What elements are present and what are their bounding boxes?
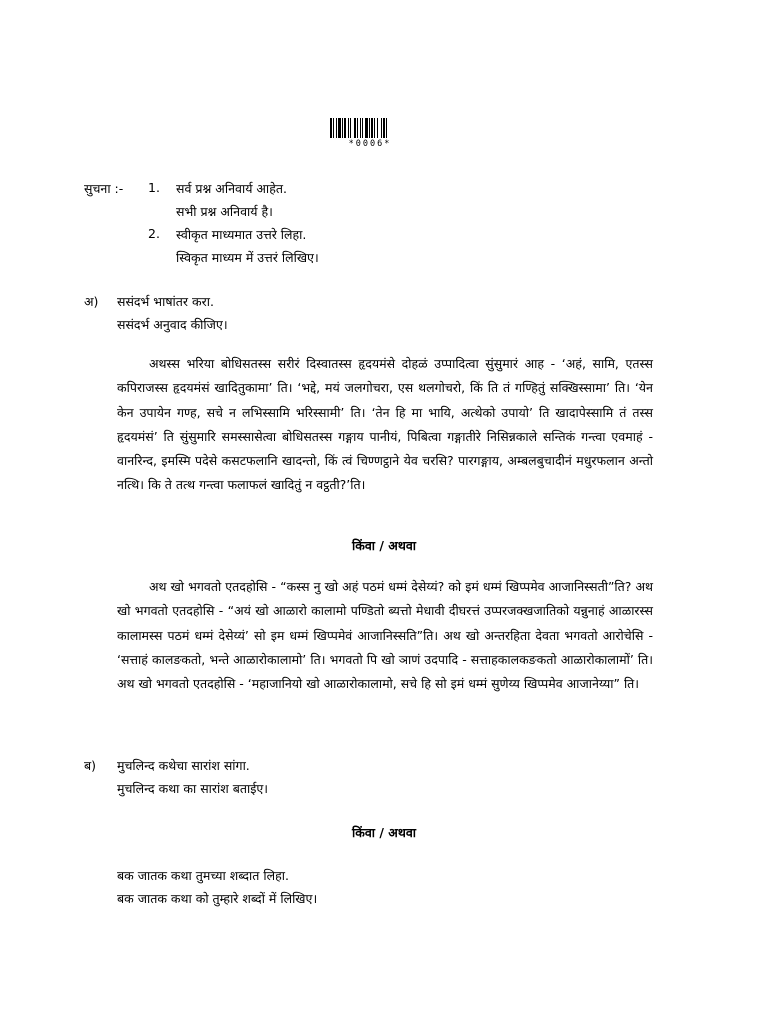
- passage-1: [117, 352, 653, 498]
- barcode-bar: [365, 118, 368, 138]
- barcode-bar: [362, 118, 363, 138]
- barcode-bar: [338, 118, 341, 138]
- or-label-b: किंवा / अथवा: [351, 825, 417, 840]
- section-a-title-marathi: ससंदर्भ भाषांतर करा.: [117, 294, 214, 309]
- barcode-bar: [330, 118, 332, 138]
- instruction-1-hindi: सभी प्रश्न अनिवार्य है।: [176, 204, 273, 219]
- instruction-2-marathi: स्वीकृत माध्यमात उत्तरे लिहा.: [176, 227, 307, 242]
- barcode-bar: [344, 118, 346, 138]
- barcode-bar: [377, 118, 378, 138]
- or-label-a: किंवा / अथवा: [351, 538, 417, 553]
- passage-2: [117, 575, 653, 696]
- barcode-bar: [336, 118, 337, 138]
- barcode-bar: [350, 118, 351, 138]
- section-b-alt-marathi: बक जातक कथा तुमच्या शब्दात लिहा.: [117, 868, 289, 883]
- barcode-text: *0006*: [348, 139, 392, 149]
- section-b-title-marathi: मुचलिन्द कथेचा सारांश सांगा.: [117, 758, 250, 773]
- barcode-bar: [369, 118, 370, 138]
- passage-1-text: अथस्स भरिया बोधिसतस्स सरीरं दिस्वातस्स हृदयमंसे दोहळं उप्पादित्वा सुंसुमारं आह - ‘अहं, सामि, एतस्स कपिराजस्स हृदयमंसं खादितुकामा’ ति। ‘भद्दे, मयं जलगोचरा, एस थलगोचरो, किं ति तं गण्हितुं सक्खिस्सामा’ ति। ‘येन केन उपायेन गण्ह, सचे न लभिस्सामि भरिस्सामी’ ति। ‘तेन हि मा भायि, अत्थेको उपायो’ ति खादापेस्सामि तं तस्स हृदयमंसं’ ति सुंसुमारि समस्सासेत्वा बोधिसतस्स गङ्गाय पानीयं, पिबित्वा गङ्गातीरे निसिन्नकाले सन्तिकं गन्त्वा एवमाहं - वानरिन्द, इमस्मि पदेसे कसटफलानि खादन्तो, किं त्वं चिण्णट्ठाने येव चरसि? पारगङ्गाय, अम्बलबुचादीनं मधुरफलान अन्तो नत्थि। कि ते तत्थ गन्त्वा फलाफलं खादितुं न वट्ठती?’ति।: [117, 356, 653, 493]
- barcode-bar: [360, 118, 361, 138]
- instruction-1-marathi: सर्व प्रश्न अनिवार्य आहेत.: [176, 181, 287, 196]
- section-b-alt-hindi: बक जातक कथा को तुम्हारे शब्दों में लिखिए।: [117, 891, 318, 906]
- barcode-bar: [354, 118, 356, 138]
- barcode-bar: [374, 118, 375, 138]
- instruction-2-hindi: स्विकृत माध्यम में उत्तरं लिखिए।: [176, 250, 319, 265]
- barcode-bar: [386, 118, 387, 138]
- instructions-label: सुचना :-: [84, 181, 124, 196]
- barcode-bar: [371, 118, 373, 138]
- section-b-title-hindi: मुचलिन्द कथा का सारांश बताईए।: [117, 781, 269, 796]
- passage-2-text: अथ खो भगवतो एतदहोसि - “कस्स नु खो अहं पठमं धम्मं देसेय्यं? को इमं धम्मं खिप्पमेव आजानिस्सती”ति? अथ खो भगवतो एतदहोसि - “अयं खो आळारो कालामो पण्डितो ब्यत्तो मेधावी दीघरत्तं उप्परजक्खजातिको यन्नुनाहं आळारस्स कालामस्स पठमं धम्मं देसेय्यं’ सो इम धम्मं खिप्पमेवं आजानिस्सति”ति। अथ खो अन्तरहिता देवता भगवतो आरोचेसि - ‘सत्ताहं कालङकतो, भन्ते आळारोकालामो’ ति। भगवतो पि खो ञाणं उदपादि - सत्ताहकालकङकतो आळारोकालामों’ ति। अथ खो भगवतो एतदहोसि - ‘महाजानियो खो आळारोकालामो, सचे हि सो इमं धम्मं सुणेय्य खिप्पमेव आजानेय्या” ति।: [117, 579, 653, 692]
- instruction-1-number: 1.: [148, 180, 160, 195]
- barcode-bar: [381, 118, 382, 138]
- barcode: [330, 118, 410, 150]
- barcode-bar: [333, 118, 334, 138]
- instruction-2-number: 2.: [148, 226, 160, 241]
- barcode-bars: [330, 118, 410, 138]
- barcode-bar: [348, 118, 349, 138]
- barcode-bar: [383, 118, 385, 138]
- section-b-label: ब): [84, 758, 97, 773]
- barcode-bar: [357, 118, 358, 138]
- section-a-label: अ): [84, 294, 99, 309]
- barcode-bar: [342, 118, 343, 138]
- section-a-title-hindi: ससंदर्भ अनुवाद कीजिए।: [117, 317, 228, 332]
